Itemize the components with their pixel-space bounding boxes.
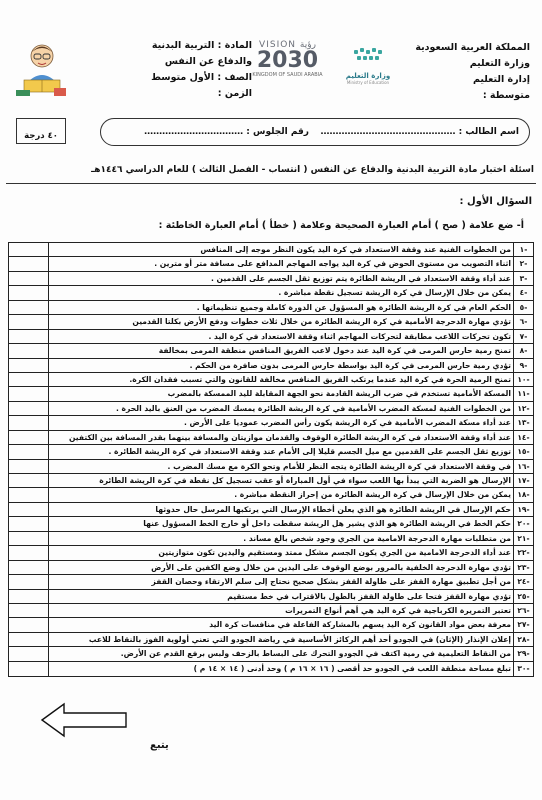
answer-cell[interactable]	[9, 662, 49, 676]
statement-text: يمكن من خلال الإرسال في كرة الريشة تسجيل نقطة مباشرة .	[278, 288, 511, 298]
answer-cell[interactable]	[9, 561, 49, 574]
answer-cell[interactable]	[9, 488, 49, 501]
answer-cell[interactable]	[9, 532, 49, 545]
answer-cell[interactable]	[9, 373, 49, 386]
statement-text: عند أداء مسكة المضرب الأمامية في كرة الريشة يكون رأس المضرب عموديا على الأرض .	[183, 418, 511, 428]
statement-number: -٢٩	[513, 647, 533, 660]
answer-cell[interactable]	[9, 575, 49, 588]
answer-cell[interactable]	[9, 416, 49, 429]
statement-number: -٣	[513, 272, 533, 285]
statement-row	[9, 286, 533, 300]
statement-number: -٢٦	[513, 604, 533, 617]
vision-2030-logo	[250, 40, 325, 84]
statement-number: -١٠	[513, 373, 533, 386]
answer-cell[interactable]	[9, 344, 49, 357]
statement-text: المسكة الأمامية تستخدم في ضرب الريشة القادمة نحو الجهة المقابلة لليد الممسكة بالمضرب	[167, 389, 511, 399]
statement-row	[9, 546, 533, 560]
statement-row	[9, 662, 533, 676]
statement-number: -١٤	[513, 431, 533, 444]
divider	[6, 183, 536, 184]
statement-number: -١	[513, 243, 533, 256]
statement-number: -٢٢	[513, 546, 533, 559]
statement-text: تبلغ مساحة منطقة اللعب في الجودو حد أقصى ( ١٦ × ١٦ م ) وحد أدنى ( ١٤ × ١٤ م )	[193, 663, 511, 673]
moe-logo-icon	[348, 46, 388, 68]
statement-row	[9, 387, 533, 401]
answer-cell[interactable]	[9, 517, 49, 530]
moe-logo-text: وزارة التعليم	[345, 72, 391, 80]
statement-text: من متطلبات مهارة الدحرجة الامامية من الجري وجود شخص بالغ مساند .	[243, 533, 511, 543]
statement-number: -٥	[513, 301, 533, 314]
statement-row	[9, 517, 533, 531]
statement-text: حكم الخط في الريشة الطائرة هو الذي يشير هل الريشة سقطت داخل أو خارج الخط المسؤول عنها	[143, 519, 511, 529]
answer-cell[interactable]	[9, 604, 49, 617]
statement-text: تمنح الرمية الحرة في كرة اليد عندما يرتكب الفريق المنافس مخالفة للقانون والتي تسبب فقدان الكرة.	[129, 374, 511, 384]
statement-row	[9, 532, 533, 546]
statement-number: -١٦	[513, 460, 533, 473]
statement-number: -١٥	[513, 445, 533, 458]
statement-row	[9, 488, 533, 502]
answer-cell[interactable]	[9, 359, 49, 372]
statement-row	[9, 561, 533, 575]
statement-text: من الخطوات الفنية لمسكة المضرب الأمامية في كرة الريشة الطائرة يمسك المضرب من العنق باليد الحرة .	[116, 403, 511, 413]
statement-row	[9, 445, 533, 459]
statement-text: تمنح رمية حارس المرمى في كرة اليد عند دخول لاعب الفريق المنافس منطقة المرمى بمخالفة	[158, 346, 511, 356]
statement-row	[9, 301, 533, 315]
statement-number: -٢٥	[513, 590, 533, 603]
vision-label: VISION رؤية	[259, 40, 316, 50]
statement-number: -٢٧	[513, 618, 533, 631]
question-title: السؤال الأول :	[459, 196, 532, 207]
answer-cell[interactable]	[9, 243, 49, 256]
statement-text: عند أداء وقفة الاستعداد في كرة الريشة الطائرة الوقوف والقدمان موازيتان والمسافة بينهما بقدر المسافة بين الكتفين	[68, 432, 511, 442]
statement-text: تؤدي مهارة القفز فتحا على طاولة القفز بالطول بالاقتراب في خط مستقيم	[227, 591, 511, 601]
header-line: متوسطة :	[482, 90, 530, 101]
statement-number: -٩	[513, 359, 533, 372]
moe-logo	[338, 46, 398, 86]
statement-text: إعلان الإنذار (الإثان) في الجودو أحد أهم الركائز الأساسية في رياضة الجودو التي تعني أولوية الفوز بالنقاط للاعب	[88, 634, 511, 644]
answer-cell[interactable]	[9, 387, 49, 400]
answer-cell[interactable]	[9, 257, 49, 270]
statement-text: من أجل تطبيق مهارة القفز على طاولة القفز بشكل صحيح نحتاج إلى سلم الارتقاء وحصان القفز	[151, 577, 511, 587]
subject-line: المادة : التربية البدنية والدفاع عن النفس	[151, 40, 252, 67]
answer-cell[interactable]	[9, 474, 49, 487]
statement-row	[9, 575, 533, 589]
statement-number: -٢٣	[513, 561, 533, 574]
statement-text: حكم الإرسال في الريشة الطائرة هو الذي يعلن أخطاء الإرسال التي يرتكبها المرسل حال حدوثها	[155, 504, 511, 514]
statement-row	[9, 402, 533, 416]
continue-label: يتبع	[150, 740, 169, 751]
statement-number: -٨	[513, 344, 533, 357]
statement-number: -١٩	[513, 503, 533, 516]
statement-row	[9, 474, 533, 488]
statement-text: معرفة بعض مواد القانون كرة اليد يسهم بالمشاركة الفاعلة في منافسات كرة اليد	[209, 620, 511, 630]
statement-row	[9, 633, 533, 647]
vision-sub: KINGDOM OF SAUDI ARABIA	[252, 72, 323, 78]
statement-text: من الخطوات الفنية عند وقفة الاستعداد في كرة اليد يكون النظر موجه إلى المنافس	[200, 245, 511, 254]
statements-table	[8, 242, 534, 677]
answer-cell[interactable]	[9, 546, 49, 559]
subject-info	[122, 38, 252, 102]
statement-number: -١٣	[513, 416, 533, 429]
vision-year: 2030	[256, 48, 319, 73]
statement-text: الحكم العام في كرة الريشة الطائرة هو المسؤول عن الدورة كاملة وجميع تنظيماتها .	[196, 302, 511, 312]
question-instruction: أ- ضع علامة ( صح ) أمام العبارة الصحيحة وعلامة ( خطأ ) أمام العبارة الخاطئة :	[158, 220, 524, 231]
statement-number: -٢١	[513, 532, 533, 545]
answer-cell[interactable]	[9, 618, 49, 631]
statement-text: من النقاط التعليمية في رمية اكتف في الجودو التحرك على البساط بالزحف ولبس برفع القدم عن الأرض.	[120, 649, 511, 659]
statement-row	[9, 460, 533, 474]
statement-number: -٧	[513, 330, 533, 343]
answer-cell[interactable]	[9, 633, 49, 646]
statement-row	[9, 359, 533, 373]
answer-cell[interactable]	[9, 286, 49, 299]
answer-cell[interactable]	[9, 315, 49, 328]
total-marks-box	[16, 118, 66, 144]
seat-number-field[interactable]: رقم الجلوس : ……………………………	[144, 127, 309, 137]
statement-row	[9, 431, 533, 445]
statement-row	[9, 618, 533, 632]
answer-cell[interactable]	[9, 460, 49, 473]
statement-row	[9, 344, 533, 358]
answer-cell[interactable]	[9, 330, 49, 343]
statement-number: -٤	[513, 286, 533, 299]
statement-row	[9, 590, 533, 604]
statement-text: تعتبر التمريرة الكرباجية في كرة اليد هي أهم أنواع التمريرات	[285, 605, 511, 615]
header-line: وزارة التعليم	[469, 58, 530, 69]
answer-cell[interactable]	[9, 590, 49, 603]
statement-text: عند أداء وقفة الاستعداد في الريشة الطائرة يتم توزيع ثقل الجسم على القدمين .	[211, 273, 511, 283]
statement-text: تؤدي مهارة الدحرجة الخلفية بالمرور بوضع الوقوف على اليدين من خلال وضع الكفين على الأرض	[151, 562, 511, 572]
statement-text: تكون تحركات اللاعب مطابقة لتحركات المهاجم اثناء وقفة الاستعداد في كرة اليد .	[208, 331, 511, 341]
statement-number: -١٢	[513, 402, 533, 415]
statement-number: -٢٠	[513, 517, 533, 530]
statement-text: تؤدي رمية حارس المرمى في كرة اليد بواسطة حارس المرمى بدون صافرة من الحكم .	[189, 360, 511, 370]
statement-text: عند أداء الدحرجة الامامية من الجري يكون الجسم مشكل ممتد ومستقيم واليدين تكون متوازيتين	[158, 548, 511, 558]
arrow-left-icon	[40, 700, 130, 740]
ministry-header	[410, 40, 530, 104]
exam-title: اسئلة اختبار مادة التربية البدنية والدفاع عن النفس ( انتساب - الفصل الثالث ) للعام الدراسي ١٤٤٦هـ	[91, 165, 534, 175]
statement-row	[9, 503, 533, 517]
statement-row	[9, 257, 533, 271]
statement-number: -٢	[513, 257, 533, 270]
header-line: إدارة التعليم	[472, 74, 530, 85]
statement-number: -١٧	[513, 474, 533, 487]
statement-row	[9, 604, 533, 618]
student-name-field[interactable]: اسم الطالب : ………………………………………	[320, 127, 519, 137]
statement-row	[9, 272, 533, 286]
statement-number: -٦	[513, 315, 533, 328]
statement-row	[9, 315, 533, 329]
header-line: المملكة العربية السعودية	[415, 42, 530, 53]
statement-text: تؤدي مهارة الدحرجة الأمامية في كرة الريشة الطائرة من خلال ثلاث خطوات ودفع الأرض بكلتا القدمين	[132, 317, 511, 327]
answer-cell[interactable]	[9, 301, 49, 314]
statement-number: -٢٨	[513, 633, 533, 646]
grade-line: الصف : الأول متوسط	[151, 72, 252, 83]
statement-row	[9, 243, 533, 257]
statement-text: اثناء التصويب من مستوى الحوض في كرة اليد يواجه المهاجم المدافع على مسافة متر أو مترين .	[154, 259, 511, 269]
statement-text: يمكن من خلال الإرسال في كرة الريشة الطائرة من إحراز النقطة مباشرة .	[234, 490, 511, 500]
total-marks: ٤٠ درجة	[24, 131, 58, 141]
student-info-box	[100, 118, 530, 146]
statement-text: توزيع ثقل الجسم على القدمين مع ميل الجسم قليلا إلى الأمام عند وقفة الاستعداد في كرة الريشة الطائرة .	[108, 447, 511, 457]
statement-row	[9, 416, 533, 430]
answer-cell[interactable]	[9, 445, 49, 458]
time-line: الزمن :	[217, 88, 252, 99]
answer-cell[interactable]	[9, 503, 49, 516]
statement-number: -١٨	[513, 488, 533, 501]
statement-row	[9, 330, 533, 344]
answer-cell[interactable]	[9, 272, 49, 285]
statement-row	[9, 647, 533, 661]
answer-cell[interactable]	[9, 647, 49, 660]
statement-text: في وقفة الاستعداد في كرة الريشة الطائرة يتجه النظر للأمام وتحو الكرة مع مسك المضرب .	[167, 461, 511, 471]
answer-cell[interactable]	[9, 431, 49, 444]
statement-text: الإرسال هو الضربة التي يبدأ بها اللعب سواء في أول المباراة أو عقب تسجيل كل نقطة في كرة الريشة الطائرة	[99, 476, 511, 485]
statement-number: -٣٠	[513, 662, 533, 676]
statement-row	[9, 373, 533, 387]
student-reading-illustration	[12, 40, 70, 98]
statement-number: -١١	[513, 387, 533, 400]
moe-logo-subtext: Ministry of Education	[346, 80, 390, 85]
statement-number: -٢٤	[513, 575, 533, 588]
answer-cell[interactable]	[9, 402, 49, 415]
